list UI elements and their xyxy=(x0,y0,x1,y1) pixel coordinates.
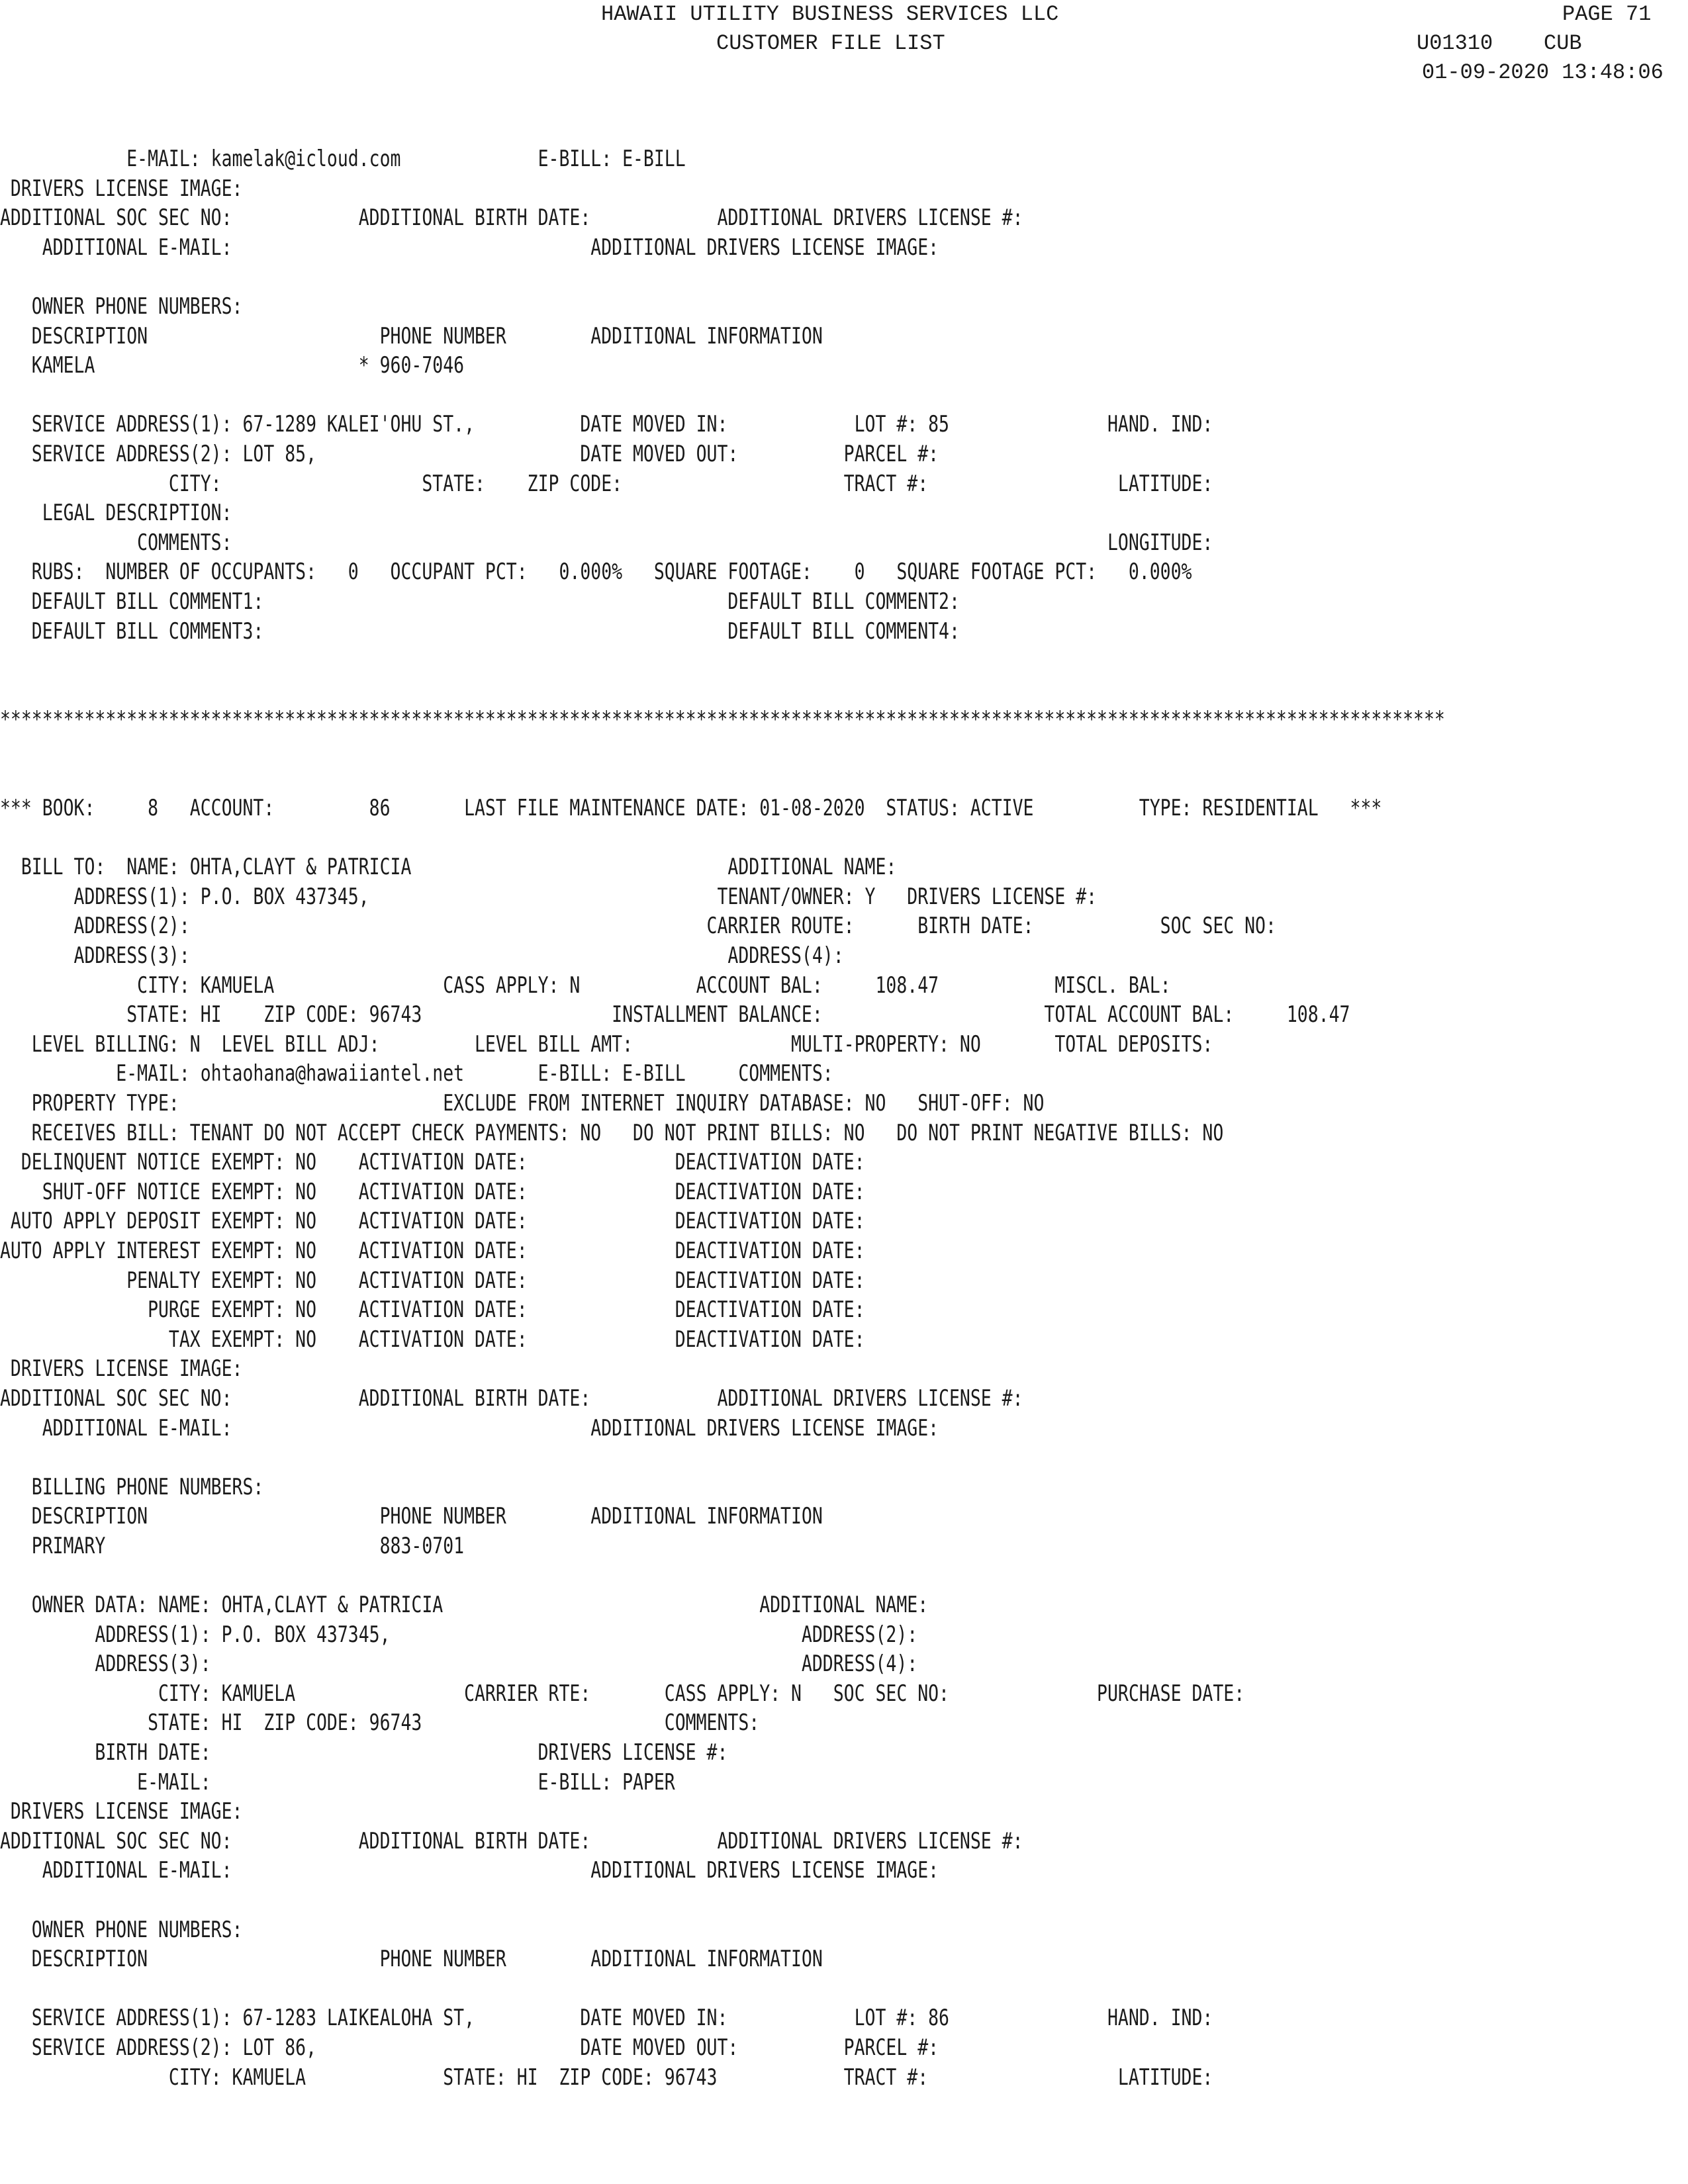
report-line xyxy=(0,735,1334,764)
report-line xyxy=(0,1974,1334,2004)
report-line: ADDITIONAL E-MAIL: ADDITIONAL DRIVERS LICENSE IMAGE: xyxy=(0,1857,939,1884)
report-line: DRIVERS LICENSE IMAGE: xyxy=(0,175,243,201)
report-line xyxy=(0,764,1334,794)
report-line: KAMELA * 960-7046 xyxy=(0,352,465,379)
report-line: *** BOOK: 8 ACCOUNT: 86 LAST FILE MAINTENANCE DATE: 01-08-2020 STATUS: ACTIVE TYPE: RESIDENTIAL *** xyxy=(0,795,1382,821)
report-line: DRIVERS LICENSE IMAGE: xyxy=(0,1355,243,1382)
report-line: SERVICE ADDRESS(2): LOT 86, DATE MOVED OUT: PARCEL #: xyxy=(0,2034,939,2060)
report-line: OWNER PHONE NUMBERS: xyxy=(0,1916,243,1942)
report-line: RECEIVES BILL: TENANT DO NOT ACCEPT CHECK PAYMENTS: NO DO NOT PRINT BILLS: NO DO NOT PRINT NEGATIVE BILLS: NO xyxy=(0,1119,1224,1146)
report-line: OWNER PHONE NUMBERS: xyxy=(0,293,243,319)
report-line xyxy=(0,823,1334,853)
report-body xyxy=(0,144,1445,2092)
report-line: E-MAIL: E-BILL: PAPER xyxy=(0,1768,675,1795)
report-id: U01310 xyxy=(1417,31,1493,56)
report-line: ADDRESS(1): P.O. BOX 437345, ADDRESS(2): xyxy=(0,1621,918,1647)
report-line: SERVICE ADDRESS(1): 67-1283 LAIKEALOHA ST, DATE MOVED IN: LOT #: 86 HAND. IND: xyxy=(0,2005,1213,2031)
system-code: CUB xyxy=(1544,31,1582,56)
report-line: DESCRIPTION PHONE NUMBER ADDITIONAL INFORMATION xyxy=(0,322,823,349)
report-line: DESCRIPTION PHONE NUMBER ADDITIONAL INFORMATION xyxy=(0,1503,823,1529)
report-line xyxy=(0,1561,1334,1591)
report-line: PRIMARY 883-0701 xyxy=(0,1532,465,1559)
report-line: ADDITIONAL E-MAIL: ADDITIONAL DRIVERS LICENSE IMAGE: xyxy=(0,1414,939,1441)
report-line: ADDRESS(3): ADDRESS(4): xyxy=(0,1651,918,1677)
report-line: LEVEL BILLING: N LEVEL BILL ADJ: LEVEL BILL AMT: MULTI-PROPERTY: NO TOTAL DEPOSITS: xyxy=(0,1030,1213,1057)
report-line: SHUT-OFF NOTICE EXEMPT: NO ACTIVATION DATE: DEACTIVATION DATE: xyxy=(0,1178,865,1205)
report-line: OWNER DATA: NAME: OHTA,CLAYT & PATRICIA ADDITIONAL NAME: xyxy=(0,1592,929,1618)
report-line: LEGAL DESCRIPTION: xyxy=(0,500,232,526)
report-line: BILLING PHONE NUMBERS: xyxy=(0,1473,264,1500)
report-line: ***************************************************************************************************************************************** xyxy=(0,706,1445,733)
report-line: DELINQUENT NOTICE EXEMPT: NO ACTIVATION DATE: DEACTIVATION DATE: xyxy=(0,1149,865,1175)
report-line: ADDITIONAL SOC SEC NO: ADDITIONAL BIRTH DATE: ADDITIONAL DRIVERS LICENSE #: xyxy=(0,1385,1023,1411)
report-line: ADDITIONAL SOC SEC NO: ADDITIONAL BIRTH DATE: ADDITIONAL DRIVERS LICENSE #: xyxy=(0,1827,1023,1854)
report-line: SERVICE ADDRESS(2): LOT 85, DATE MOVED OUT: PARCEL #: xyxy=(0,440,939,467)
report-line xyxy=(0,381,1334,410)
report-line: COMMENTS: LONGITUDE: xyxy=(0,529,1213,555)
report-line: DRIVERS LICENSE IMAGE: xyxy=(0,1798,243,1825)
report-line: PENALTY EXEMPT: NO ACTIVATION DATE: DEACTIVATION DATE: xyxy=(0,1267,865,1293)
report-line: DEFAULT BILL COMMENT3: DEFAULT BILL COMMENT4: xyxy=(0,617,960,644)
report-line xyxy=(0,646,1334,676)
report-line: BIRTH DATE: DRIVERS LICENSE #: xyxy=(0,1739,728,1766)
report-line: AUTO APPLY DEPOSIT EXEMPT: NO ACTIVATION DATE: DEACTIVATION DATE: xyxy=(0,1208,865,1234)
report-line: DESCRIPTION PHONE NUMBER ADDITIONAL INFORMATION xyxy=(0,1946,823,1972)
report-title: CUSTOMER FILE LIST xyxy=(716,31,945,56)
report-line xyxy=(0,676,1334,705)
report-line: CITY: KAMUELA CASS APPLY: N ACCOUNT BAL: 108.47 MISCL. BAL: xyxy=(0,972,1171,998)
report-line: E-MAIL: kamelak@icloud.com E-BILL: E-BILL xyxy=(0,146,686,171)
report-line: E-MAIL: ohtaohana@hawaiiantel.net E-BILL: E-BILL COMMENTS: xyxy=(0,1060,833,1087)
report-line xyxy=(0,1443,1334,1473)
report-line: AUTO APPLY INTEREST EXEMPT: NO ACTIVATION DATE: DEACTIVATION DATE: xyxy=(0,1237,865,1263)
report-line: PROPERTY TYPE: EXCLUDE FROM INTERNET INQUIRY DATABASE: NO SHUT-OFF: NO xyxy=(0,1090,1045,1116)
report-line: CITY: KAMUELA CARRIER RTE: CASS APPLY: N SOC SEC NO: PURCHASE DATE: xyxy=(0,1680,1245,1706)
report-timestamp: 01-09-2020 13:48:06 xyxy=(1422,60,1664,85)
company-name: HAWAII UTILITY BUSINESS SERVICES LLC xyxy=(601,2,1059,26)
report-line: ADDITIONAL E-MAIL: ADDITIONAL DRIVERS LICENSE IMAGE: xyxy=(0,234,939,260)
report-line: ADDITIONAL SOC SEC NO: ADDITIONAL BIRTH DATE: ADDITIONAL DRIVERS LICENSE #: xyxy=(0,205,1023,231)
report-line: ADDRESS(1): P.O. BOX 437345, TENANT/OWNER: Y DRIVERS LICENSE #: xyxy=(0,883,1098,909)
report-line: PURGE EXEMPT: NO ACTIVATION DATE: DEACTIVATION DATE: xyxy=(0,1297,865,1323)
report-line: STATE: HI ZIP CODE: 96743 INSTALLMENT BALANCE: TOTAL ACCOUNT BAL: 108.47 xyxy=(0,1001,1350,1028)
report-line xyxy=(0,1886,1334,1915)
report-line: ADDRESS(3): ADDRESS(4): xyxy=(0,942,844,969)
report-line: BILL TO: NAME: OHTA,CLAYT & PATRICIA ADDITIONAL NAME: xyxy=(0,854,897,880)
report-line xyxy=(0,262,1334,292)
report-line: CITY: KAMUELA STATE: HI ZIP CODE: 96743 TRACT #: LATITUDE: xyxy=(0,2064,1213,2090)
report-line: RUBS: NUMBER OF OCCUPANTS: 0 OCCUPANT PCT: 0.000% SQUARE FOOTAGE: 0 SQUARE FOOTAGE PCT: 0.000% xyxy=(0,559,1192,585)
report-line: SERVICE ADDRESS(1): 67-1289 KALEI'OHU ST., DATE MOVED IN: LOT #: 85 HAND. IND: xyxy=(0,411,1213,437)
report-line: CITY: STATE: ZIP CODE: TRACT #: LATITUDE: xyxy=(0,470,1213,496)
report-line: STATE: HI ZIP CODE: 96743 COMMENTS: xyxy=(0,1709,760,1736)
report-line: TAX EXEMPT: NO ACTIVATION DATE: DEACTIVATION DATE: xyxy=(0,1326,865,1352)
page-number: PAGE 71 xyxy=(1562,2,1652,26)
report-line: DEFAULT BILL COMMENT1: DEFAULT BILL COMMENT2: xyxy=(0,588,960,614)
report-line: ADDRESS(2): CARRIER ROUTE: BIRTH DATE: SOC SEC NO: xyxy=(0,913,1276,939)
